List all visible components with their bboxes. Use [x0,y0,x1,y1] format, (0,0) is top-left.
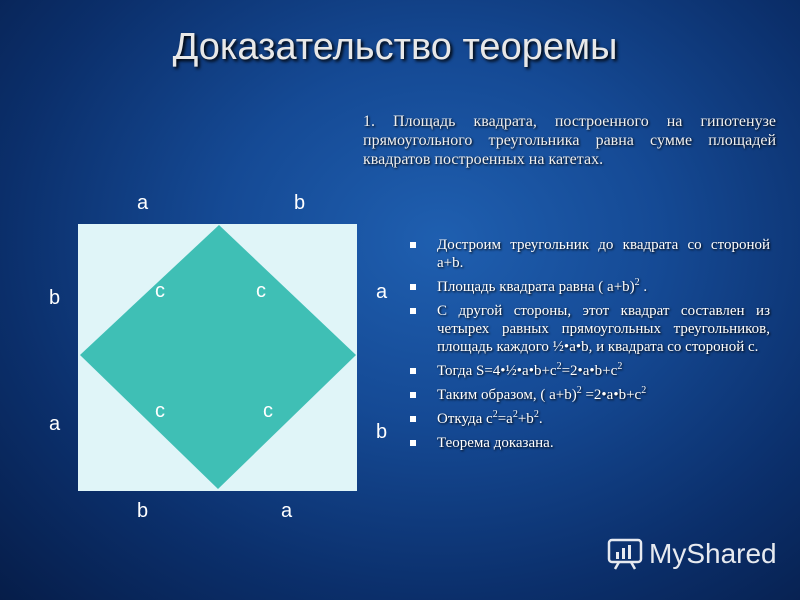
side-label-top-a: a [137,192,149,214]
exponent: 2 [556,361,562,372]
proof-steps-list [408,236,770,458]
side-label-top-b: b [294,192,306,214]
side-label-right-b: b [376,421,388,443]
bullet-icon [410,440,416,446]
step-text: . [538,411,543,427]
hypotenuse-label-c: c [155,280,165,302]
proof-step [408,434,770,452]
bullet-icon [410,416,416,422]
step-text: Площадь квадрата равна ( a+b) [437,279,635,295]
hypotenuse-label-c: c [256,280,266,302]
bullet-icon [410,368,416,374]
bullet-icon [410,308,416,314]
bullet-icon [410,284,416,290]
proof-step [408,386,770,404]
proof-step [408,410,770,428]
exponent: 2 [641,385,647,396]
step-text: . [639,279,648,295]
step-text: =2•a•b+c [561,363,618,379]
proof-step [408,362,770,380]
intro-paragraph: 1. Площадь квадрата, построенного на гипотенузе прямоугольного треугольника равна сумме площадей квадратов построенных на катетах. [363,113,776,168]
side-label-right-a: a [376,281,388,303]
bullet-icon [410,242,416,248]
step-text: Теорема доказана. [437,435,554,451]
watermark-text: MyShared [649,538,777,569]
myshared-watermark [607,534,777,574]
pythagoras-square-figure [78,224,357,491]
proof-step [408,236,770,272]
hypotenuse-label-c: c [155,400,165,422]
exponent: 2 [576,385,582,396]
step-text: С другой стороны, этот квадрат составлен из четырех равных прямоугольных треугольников, площадь каждого ½•a•b, и квадрата со стороной с. [437,303,770,355]
exponent: 2 [492,409,498,420]
step-text: =2•a•b+c [581,387,642,403]
side-label-left-b: b [49,287,61,309]
exponent: 2 [533,409,539,420]
proof-step [408,302,770,356]
exponent: 2 [512,409,518,420]
step-text: Откуда с [437,411,493,427]
proof-step [408,278,770,296]
step-text: +b [517,411,534,427]
exponent: 2 [634,277,640,288]
side-label-bottom-a: a [281,500,293,522]
step-text: Достроим треугольник до квадрата со стороной a+b. [437,237,770,271]
side-label-bottom-b: b [137,500,149,522]
presentation-board-icon [607,538,643,570]
slide-title: Доказательство теоремы [172,26,618,68]
step-text: =a [497,411,513,427]
step-text: Тогда S=4•½•a•b+c [437,363,557,379]
side-label-left-a: a [49,413,61,435]
exponent: 2 [617,361,623,372]
bullet-icon [410,392,416,398]
step-text: Таким образом, ( a+b) [437,387,577,403]
hypotenuse-label-c: c [263,400,273,422]
